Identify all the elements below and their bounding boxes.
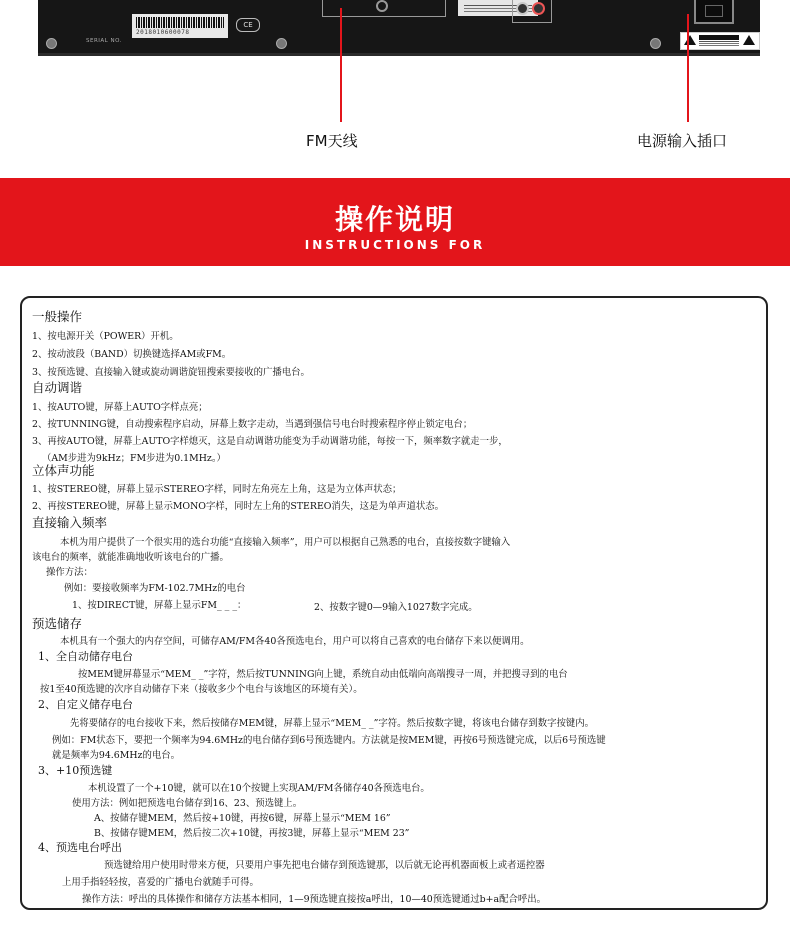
doc-line: 1、按AUTO键，屏幕上AUTO字样点亮； bbox=[32, 402, 208, 413]
doc-line: 先将要储存的电台接收下来，然后按储存MEM键，屏幕上显示“MEM_ _”字符。然后按数字键，将该电台储存到数字按键内。 bbox=[70, 718, 595, 729]
doc-line: 操作方法：呼出的具体操作和储存方法基本相同，1—9预选键直接按a呼出，10—40预选键通过b+a配合呼出。 bbox=[82, 894, 546, 905]
barcode-number: 2018010600078 bbox=[136, 29, 190, 36]
section-heading-auto-tune: 自动调谐 bbox=[32, 380, 83, 395]
doc-line: 例如：要接收频率为FM-102.7MHz的电台 bbox=[64, 583, 246, 594]
power-socket-label: 电源输入插口 bbox=[637, 132, 728, 150]
doc-line: 3、按预选键、直接输入键或旋动调谐旋钮搜索要接收的广播电台。 bbox=[32, 367, 310, 378]
screw-icon bbox=[46, 38, 57, 49]
doc-line: 上用手指轻轻按，喜爱的广播电台就随手可得。 bbox=[62, 877, 259, 888]
doc-line: 操作方法： bbox=[46, 567, 93, 578]
doc-line: 1、按DIRECT键，屏幕上显示FM_ _ _： bbox=[72, 600, 247, 611]
subheading-plus10: 3、+10预选键 bbox=[38, 764, 113, 777]
subheading-custom-save: 2、自定义储存电台 bbox=[38, 698, 133, 711]
fm-antenna-jack-icon bbox=[376, 0, 388, 12]
doc-line: 使用方法：例如把预选电台储存到16、23、预选键上。 bbox=[72, 798, 303, 809]
device-back-panel bbox=[38, 0, 760, 56]
doc-line: 按1至40预选键的次序自动储存下来（接收多少个电台与该地区的环境有关）。 bbox=[40, 684, 363, 695]
screw-icon bbox=[650, 38, 661, 49]
section-heading-stereo: 立体声功能 bbox=[32, 463, 95, 478]
doc-line: B、按储存键MEM，然后按二次+10键，再按3键，屏幕上显示“MEM 23” bbox=[94, 828, 410, 839]
doc-line: 本机为用户提供了一个很实用的选台功能“直接输入频率”，用户可以根据自己熟悉的电台，直接按数字键输入 bbox=[60, 537, 511, 548]
doc-line: 1、按STEREO键，屏幕上显示STEREO字样，同时左角亮左上角，这是为立体声状态； bbox=[32, 484, 402, 495]
ce-mark-icon: CE bbox=[236, 18, 260, 32]
doc-line: 2、再按STEREO键，屏幕上显示MONO字样，同时左上角的STEREO消失，这是为单声道状态。 bbox=[32, 501, 444, 512]
instructions-document bbox=[20, 296, 768, 910]
doc-line: 1、按电源开关（POWER）开机。 bbox=[32, 331, 179, 342]
power-inlet-icon bbox=[694, 0, 734, 24]
rca-right-jack-icon bbox=[532, 2, 545, 15]
banner-title: 操作说明 bbox=[334, 203, 455, 236]
fm-antenna-label: FM天线 bbox=[306, 132, 358, 150]
section-heading-preset: 预选储存 bbox=[32, 616, 83, 631]
caution-text-lines bbox=[699, 41, 739, 42]
doc-line: 本机设置了一个+10键，就可以在10个按键上实现AM/FM各储存40各预选电台。 bbox=[88, 783, 430, 794]
fm-antenna-pointer-line bbox=[340, 8, 342, 122]
serial-barcode bbox=[132, 14, 228, 38]
warning-triangle-icon bbox=[743, 35, 755, 45]
section-heading-direct: 直接输入频率 bbox=[32, 515, 108, 530]
doc-line: 2、按数字键0—9输入1027数字完成。 bbox=[314, 602, 478, 613]
banner-subtitle: INSTRUCTIONS FOR bbox=[304, 238, 486, 252]
doc-line: 3、再按AUTO键，屏幕上AUTO字样熄灭，这是自动调谐功能变为手动调谐功能，每按一下，频率数字就走一步， bbox=[32, 436, 508, 447]
doc-line: 就是频率为94.6MHz的电台。 bbox=[52, 750, 180, 761]
power-socket-pointer-line bbox=[687, 14, 689, 122]
doc-line: 本机具有一个强大的内存空间，可储存AM/FM各40各预选电台，用户可以将自己喜欢的电台储存下来以便调用。 bbox=[60, 636, 530, 647]
doc-line: 2、按动波段（BAND）切换键选择AM或FM。 bbox=[32, 349, 232, 360]
barcode-icon bbox=[136, 17, 224, 28]
doc-line: 例如：FM状态下，要把一个频率为94.6MHz的电台储存到6号预选键内。方法就是按MEM键，再按6号预选键完成，以后6号预选键 bbox=[52, 735, 606, 746]
section-heading-general: 一般操作 bbox=[32, 309, 83, 324]
serial-label: SERIAL NO. bbox=[86, 38, 122, 44]
doc-line: 该电台的频率，就能准确地收听该电台的广播。 bbox=[32, 552, 229, 563]
warning-triangle-icon bbox=[684, 35, 696, 45]
caution-bar bbox=[699, 35, 739, 40]
subheading-recall: 4、预选电台呼出 bbox=[38, 841, 122, 854]
doc-line: 按MEM键屏幕显示“MEM_ _”字符，然后按TUNNING向上键，系统自动由低端向高端搜寻一周，并把搜寻到的电台 bbox=[78, 669, 568, 680]
subheading-auto-save: 1、全自动储存电台 bbox=[38, 650, 133, 663]
doc-line: （AM步进为9kHz；FM步进为0.1MHz。） bbox=[42, 453, 226, 464]
doc-line: 预选键给用户使用时带来方便，只要用户事先把电台储存到预选键那，以后就无论再机器面板上或者遥控器 bbox=[104, 860, 545, 871]
instructions-banner bbox=[0, 178, 790, 266]
caution-label bbox=[680, 32, 760, 50]
screw-icon bbox=[276, 38, 287, 49]
rca-left-jack-icon bbox=[516, 2, 529, 15]
doc-line: A、按储存键MEM，然后按+10键，再按6键，屏幕上显示“MEM 16” bbox=[94, 813, 391, 824]
doc-line: 2、按TUNNING键，自动搜索程序启动，屏幕上数字走动，当遇到强信号电台时搜索程序停止锁定电台； bbox=[32, 419, 473, 430]
